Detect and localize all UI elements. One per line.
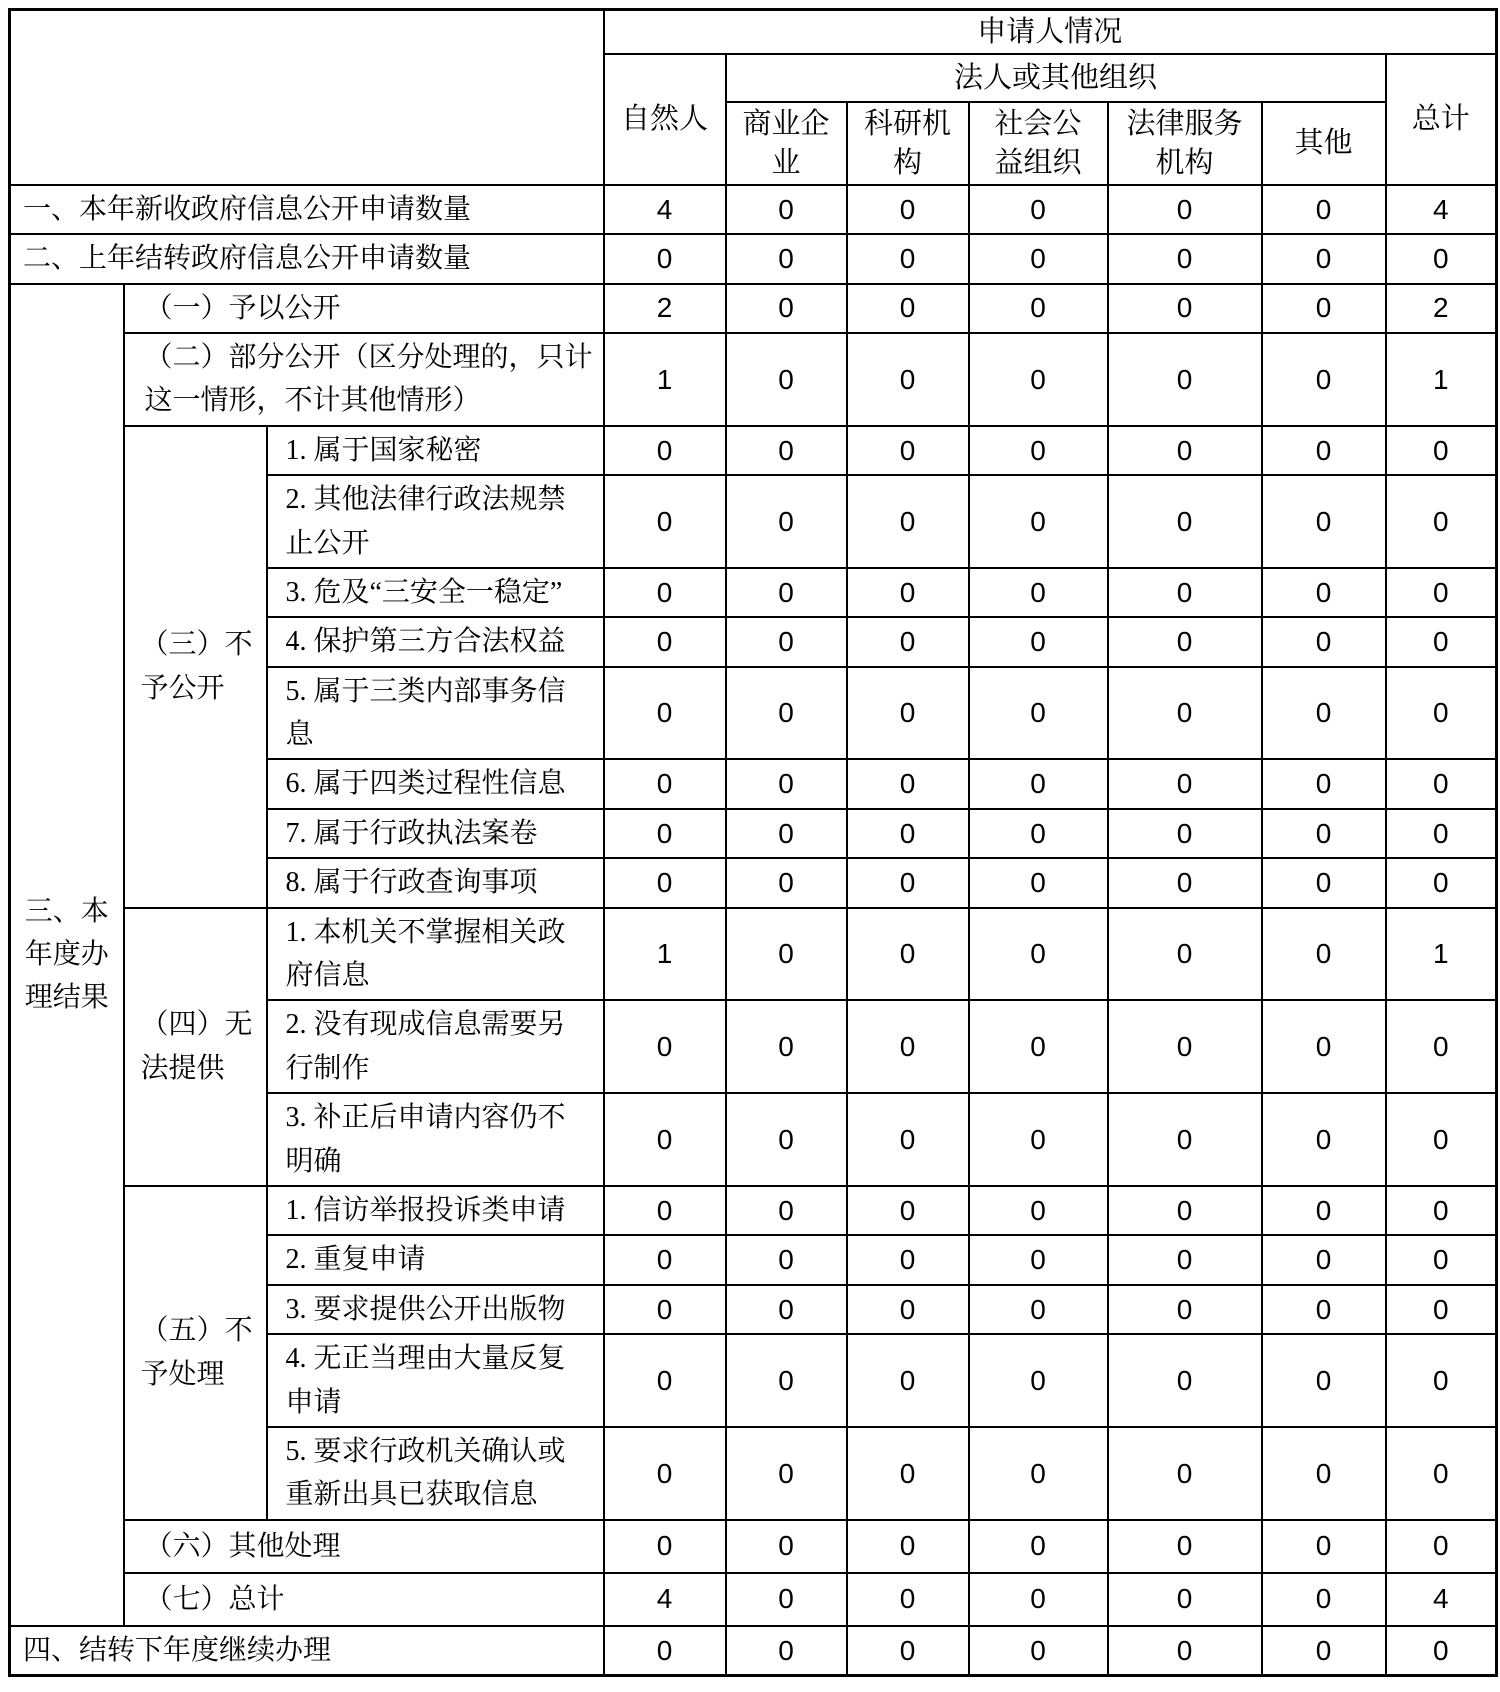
value-cell: 0: [1108, 475, 1262, 568]
value-cell: 0: [847, 667, 969, 760]
value-cell: 0: [604, 759, 726, 808]
value-cell: 0: [969, 185, 1108, 234]
value-cell: 0: [726, 426, 847, 475]
value-cell: 0: [1386, 1093, 1497, 1186]
row-label: 3. 危及“三安全一稳定”: [267, 568, 604, 617]
row-label: 5. 要求行政机关确认或重新出具已获取信息: [267, 1427, 604, 1520]
value-cell: 0: [847, 1186, 969, 1235]
value-cell: 0: [969, 284, 1108, 333]
value-cell: 0: [1386, 759, 1497, 808]
row-label: 3. 要求提供公开出版物: [267, 1285, 604, 1334]
row-label: 1. 本机关不掌握相关政府信息: [267, 908, 604, 1001]
row-label: 四、结转下年度继续办理: [10, 1626, 604, 1676]
value-cell: 0: [1262, 1186, 1386, 1235]
value-cell: 0: [1108, 617, 1262, 666]
group-refused-label: （三）不予公开: [124, 426, 267, 908]
table-row: [10, 185, 1497, 234]
value-cell: 0: [969, 234, 1108, 283]
value-cell: 0: [604, 858, 726, 907]
row-label: 1. 属于国家秘密: [267, 426, 604, 475]
row-label: 5. 属于三类内部事务信息: [267, 667, 604, 760]
value-cell: 4: [1386, 1573, 1497, 1626]
value-cell: 0: [969, 1626, 1108, 1676]
section3-label: 三、本年度办理结果: [10, 284, 124, 1626]
value-cell: 0: [969, 1427, 1108, 1520]
value-cell: 0: [847, 234, 969, 283]
value-cell: 0: [1108, 809, 1262, 858]
value-cell: 0: [1262, 234, 1386, 283]
value-cell: 0: [1386, 809, 1497, 858]
value-cell: 0: [1108, 667, 1262, 760]
value-cell: 0: [1262, 333, 1386, 426]
value-cell: 0: [726, 617, 847, 666]
value-cell: 0: [1262, 617, 1386, 666]
table-row: [10, 908, 1497, 1001]
value-cell: 0: [1108, 333, 1262, 426]
value-cell: 0: [726, 1334, 847, 1427]
row-label: 6. 属于四类过程性信息: [267, 759, 604, 808]
value-cell: 0: [1262, 1427, 1386, 1520]
value-cell: 0: [969, 475, 1108, 568]
col-header-research: 科研机构: [847, 102, 969, 185]
value-cell: 0: [969, 809, 1108, 858]
value-cell: 0: [847, 858, 969, 907]
value-cell: 0: [969, 1186, 1108, 1235]
value-cell: 0: [847, 185, 969, 234]
row-label: 2. 其他法律行政法规禁止公开: [267, 475, 604, 568]
value-cell: 0: [969, 426, 1108, 475]
value-cell: 0: [969, 1235, 1108, 1284]
value-cell: 2: [604, 284, 726, 333]
value-cell: 0: [604, 617, 726, 666]
value-cell: 2: [1386, 284, 1497, 333]
value-cell: 0: [1108, 908, 1262, 1001]
gov-info-disclosure-table: [8, 8, 1498, 1677]
value-cell: 0: [969, 1334, 1108, 1427]
table-row: [10, 1186, 1497, 1235]
value-cell: 0: [1386, 1520, 1497, 1573]
value-cell: 0: [1262, 1626, 1386, 1676]
value-cell: 0: [726, 234, 847, 283]
value-cell: 0: [1108, 1000, 1262, 1093]
value-cell: 0: [604, 1235, 726, 1284]
value-cell: 0: [1108, 234, 1262, 283]
value-cell: 4: [604, 1573, 726, 1626]
value-cell: 0: [1386, 1626, 1497, 1676]
row-label: 7. 属于行政执法案卷: [267, 809, 604, 858]
value-cell: 4: [1386, 185, 1497, 234]
value-cell: 0: [1386, 617, 1497, 666]
value-cell: 0: [1108, 1427, 1262, 1520]
row-label: 一、本年新收政府信息公开申请数量: [10, 185, 604, 234]
value-cell: 0: [726, 1235, 847, 1284]
value-cell: 0: [847, 809, 969, 858]
value-cell: 0: [1108, 1520, 1262, 1573]
value-cell: 0: [604, 809, 726, 858]
value-cell: 1: [1386, 908, 1497, 1001]
col-header-other: 其他: [1262, 102, 1386, 185]
row-label: 4. 保护第三方合法权益: [267, 617, 604, 666]
value-cell: 0: [726, 1427, 847, 1520]
row-label: （一）予以公开: [124, 284, 604, 333]
value-cell: 0: [726, 858, 847, 907]
value-cell: 0: [969, 1285, 1108, 1334]
value-cell: 0: [1386, 1334, 1497, 1427]
value-cell: 0: [847, 759, 969, 808]
value-cell: 0: [604, 1093, 726, 1186]
value-cell: 0: [1262, 1000, 1386, 1093]
table-row: [10, 426, 1497, 475]
table-row: [10, 284, 1497, 333]
table-row: [10, 333, 1497, 426]
value-cell: 0: [1386, 1186, 1497, 1235]
value-cell: 0: [726, 1093, 847, 1186]
value-cell: 0: [969, 1520, 1108, 1573]
row-label: 2. 没有现成信息需要另行制作: [267, 1000, 604, 1093]
value-cell: 0: [847, 426, 969, 475]
value-cell: 0: [1262, 1285, 1386, 1334]
value-cell: 1: [604, 908, 726, 1001]
value-cell: 0: [726, 1285, 847, 1334]
value-cell: 0: [969, 333, 1108, 426]
value-cell: 0: [1108, 1093, 1262, 1186]
value-cell: 0: [604, 1520, 726, 1573]
header-row-applicant: [10, 10, 1497, 55]
value-cell: 0: [1262, 284, 1386, 333]
col-header-natural-person: 自然人: [604, 54, 726, 185]
value-cell: 0: [847, 1093, 969, 1186]
value-cell: 0: [969, 667, 1108, 760]
row-label: 4. 无正当理由大量反复申请: [267, 1334, 604, 1427]
value-cell: 0: [1262, 426, 1386, 475]
value-cell: 0: [1262, 809, 1386, 858]
value-cell: 0: [726, 185, 847, 234]
row-label: （七）总计: [124, 1573, 604, 1626]
value-cell: 1: [1386, 333, 1497, 426]
col-header-commercial: 商业企业: [726, 102, 847, 185]
value-cell: 0: [726, 759, 847, 808]
row-label: 二、上年结转政府信息公开申请数量: [10, 234, 604, 283]
value-cell: 0: [1108, 759, 1262, 808]
value-cell: 0: [847, 1235, 969, 1284]
group-not-processed-label: （五）不予处理: [124, 1186, 267, 1520]
value-cell: 0: [1262, 185, 1386, 234]
value-cell: 0: [604, 568, 726, 617]
value-cell: 0: [847, 1573, 969, 1626]
value-cell: 0: [726, 1626, 847, 1676]
row-label: 1. 信访举报投诉类申请: [267, 1186, 604, 1235]
row-label: 8. 属于行政查询事项: [267, 858, 604, 907]
value-cell: 1: [604, 333, 726, 426]
value-cell: 0: [1262, 667, 1386, 760]
table-row: [10, 1626, 1497, 1676]
value-cell: 0: [847, 617, 969, 666]
value-cell: 4: [604, 185, 726, 234]
value-cell: 0: [969, 1573, 1108, 1626]
value-cell: 0: [1108, 1626, 1262, 1676]
value-cell: 0: [847, 475, 969, 568]
value-cell: 0: [1108, 1285, 1262, 1334]
value-cell: 0: [1386, 475, 1497, 568]
value-cell: 0: [726, 908, 847, 1001]
row-label: 3. 补正后申请内容仍不明确: [267, 1093, 604, 1186]
value-cell: 0: [1386, 426, 1497, 475]
value-cell: 0: [1386, 568, 1497, 617]
value-cell: 0: [604, 426, 726, 475]
value-cell: 0: [726, 1573, 847, 1626]
value-cell: 0: [726, 1520, 847, 1573]
value-cell: 0: [604, 1186, 726, 1235]
value-cell: 0: [604, 1285, 726, 1334]
value-cell: 0: [1108, 284, 1262, 333]
corner-blank-cell: [10, 10, 604, 185]
value-cell: 0: [969, 568, 1108, 617]
value-cell: 0: [1108, 568, 1262, 617]
value-cell: 0: [1262, 1520, 1386, 1573]
value-cell: 0: [1108, 1334, 1262, 1427]
table-row: [10, 234, 1497, 283]
row-label: 2. 重复申请: [267, 1235, 604, 1284]
value-cell: 0: [1108, 426, 1262, 475]
value-cell: 0: [726, 475, 847, 568]
value-cell: 0: [1262, 568, 1386, 617]
row-label: （六）其他处理: [124, 1520, 604, 1573]
value-cell: 0: [847, 568, 969, 617]
value-cell: 0: [969, 617, 1108, 666]
value-cell: 0: [604, 1427, 726, 1520]
group-unable-label: （四）无法提供: [124, 908, 267, 1186]
value-cell: 0: [1108, 1573, 1262, 1626]
value-cell: 0: [1262, 858, 1386, 907]
value-cell: 0: [1386, 234, 1497, 283]
value-cell: 0: [847, 1285, 969, 1334]
value-cell: 0: [847, 908, 969, 1001]
col-header-social-welfare: 社会公益组织: [969, 102, 1108, 185]
value-cell: 0: [1386, 1427, 1497, 1520]
value-cell: 0: [1386, 1235, 1497, 1284]
value-cell: 0: [726, 667, 847, 760]
value-cell: 0: [847, 284, 969, 333]
value-cell: 0: [1386, 667, 1497, 760]
value-cell: 0: [969, 759, 1108, 808]
value-cell: 0: [604, 234, 726, 283]
col-header-total: 总计: [1386, 54, 1497, 185]
value-cell: 0: [969, 908, 1108, 1001]
value-cell: 0: [847, 1334, 969, 1427]
value-cell: 0: [847, 1626, 969, 1676]
value-cell: 0: [1108, 185, 1262, 234]
value-cell: 0: [847, 1427, 969, 1520]
value-cell: 0: [604, 475, 726, 568]
table-row: [10, 1520, 1497, 1573]
value-cell: 0: [847, 1000, 969, 1093]
value-cell: 0: [969, 858, 1108, 907]
value-cell: 0: [1386, 1285, 1497, 1334]
value-cell: 0: [604, 1626, 726, 1676]
value-cell: 0: [726, 333, 847, 426]
value-cell: 0: [726, 284, 847, 333]
value-cell: 0: [604, 1334, 726, 1427]
value-cell: 0: [726, 1186, 847, 1235]
value-cell: 0: [1262, 1573, 1386, 1626]
header-applicant-situation: 申请人情况: [604, 10, 1497, 55]
value-cell: 0: [726, 568, 847, 617]
value-cell: 0: [1108, 1235, 1262, 1284]
value-cell: 0: [969, 1000, 1108, 1093]
value-cell: 0: [604, 667, 726, 760]
header-legal-org: 法人或其他组织: [726, 54, 1386, 102]
value-cell: 0: [726, 809, 847, 858]
value-cell: 0: [969, 1093, 1108, 1186]
value-cell: 0: [1262, 1093, 1386, 1186]
value-cell: 0: [1386, 1000, 1497, 1093]
value-cell: 0: [1262, 475, 1386, 568]
value-cell: 0: [1262, 1235, 1386, 1284]
value-cell: 0: [847, 1520, 969, 1573]
value-cell: 0: [726, 1000, 847, 1093]
value-cell: 0: [1262, 908, 1386, 1001]
value-cell: 0: [1262, 759, 1386, 808]
value-cell: 0: [1262, 1334, 1386, 1427]
value-cell: 0: [847, 333, 969, 426]
col-header-legal-service: 法律服务机构: [1108, 102, 1262, 185]
row-label: （二）部分公开（区分处理的，只计这一情形，不计其他情形）: [124, 333, 604, 426]
value-cell: 0: [1108, 1186, 1262, 1235]
value-cell: 0: [1386, 858, 1497, 907]
table-row: [10, 1573, 1497, 1626]
value-cell: 0: [604, 1000, 726, 1093]
value-cell: 0: [1108, 858, 1262, 907]
